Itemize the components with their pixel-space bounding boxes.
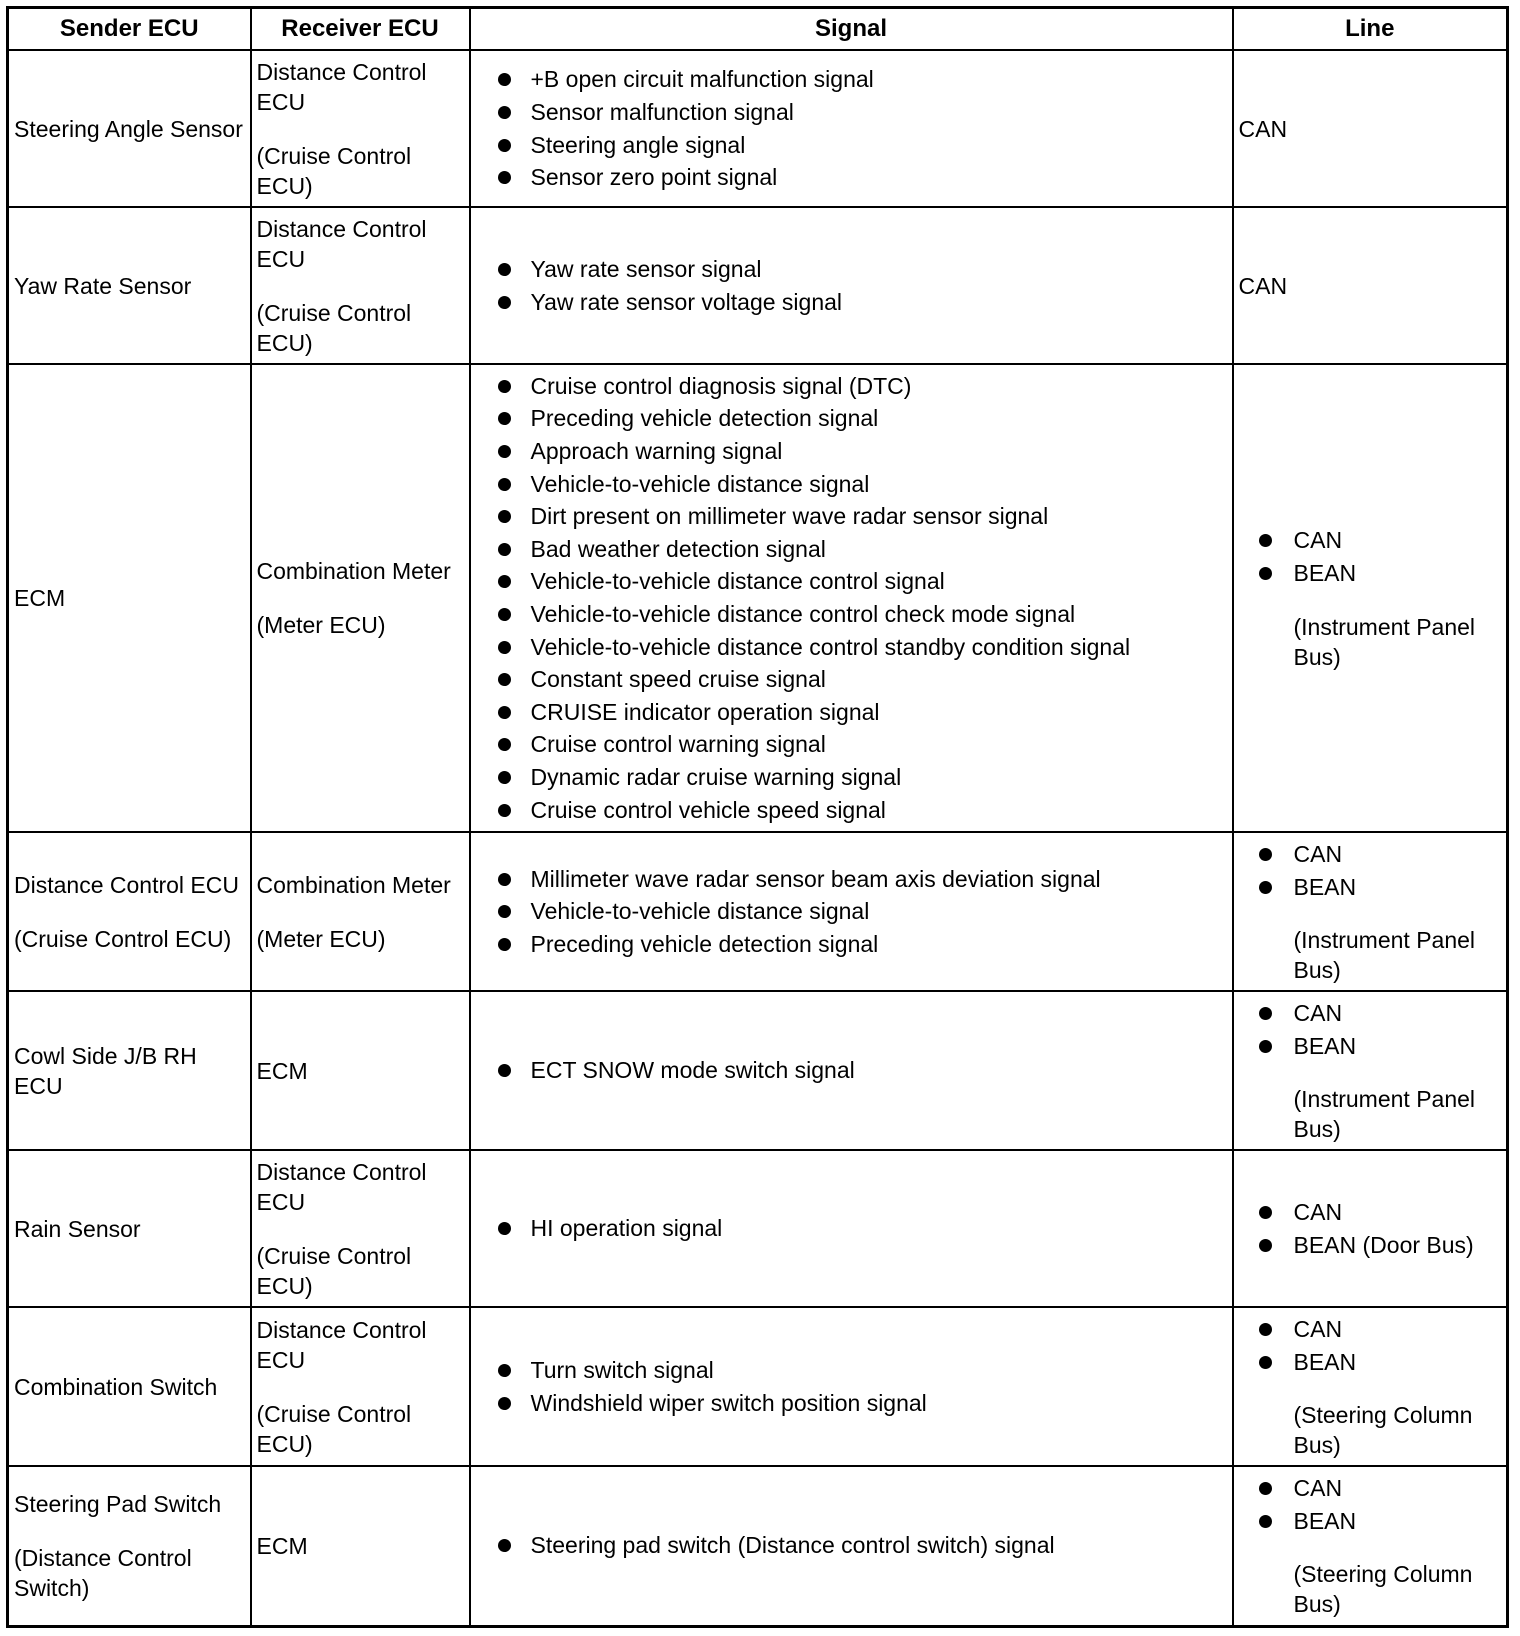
signal-item: Vehicle-to-vehicle distance control check mode signal xyxy=(498,598,1227,631)
line-item: CAN xyxy=(1259,997,1502,1030)
signal-item: +B open circuit malfunction signal xyxy=(498,63,1227,96)
signal-item: Turn switch signal xyxy=(498,1354,1227,1387)
signal-cell xyxy=(470,207,1233,364)
signal-list xyxy=(476,63,1227,193)
signal-item: Vehicle-to-vehicle distance signal xyxy=(498,468,1227,501)
line-cell xyxy=(1233,991,1508,1150)
line-item: CAN xyxy=(1259,1196,1502,1229)
receiver-cell xyxy=(251,1466,470,1626)
signal-list xyxy=(476,1354,1227,1419)
line-list xyxy=(1239,1313,1502,1378)
table-row xyxy=(8,50,1508,207)
receiver-cell xyxy=(251,207,470,364)
line-item: CAN xyxy=(1259,524,1502,557)
receiver-subtext: (Cruise Control ECU) xyxy=(256,1242,412,1299)
signal-item: Constant speed cruise signal xyxy=(498,663,1227,696)
sender-text: Combination Switch xyxy=(14,1373,218,1400)
line-cell xyxy=(1233,1150,1508,1307)
line-list xyxy=(1239,997,1502,1062)
sender-cell xyxy=(8,832,251,991)
signal-item: Dirt present on millimeter wave radar sensor signal xyxy=(498,500,1227,533)
line-text: CAN xyxy=(1238,115,1288,142)
sender-cell xyxy=(8,1466,251,1626)
signal-list xyxy=(476,1212,1227,1245)
receiver-subtext: (Cruise Control ECU) xyxy=(256,142,412,199)
signal-list xyxy=(476,1054,1227,1087)
signal-item: Dynamic radar cruise warning signal xyxy=(498,761,1227,794)
line-bus-note: (Instrument Panel Bus) xyxy=(1293,927,1476,984)
line-item: BEAN xyxy=(1259,1346,1502,1379)
line-list xyxy=(1239,1196,1502,1261)
signal-item: Yaw rate sensor signal xyxy=(498,253,1227,286)
sender-text: ECM xyxy=(14,585,66,611)
header-receiver-ecu: Receiver ECU xyxy=(251,8,470,51)
receiver-cell xyxy=(251,50,470,207)
receiver-text: Distance Control ECU xyxy=(256,1316,427,1373)
line-cell xyxy=(1233,1466,1508,1626)
signal-list xyxy=(476,370,1227,826)
receiver-cell xyxy=(251,991,470,1150)
receiver-subtext: (Cruise Control ECU) xyxy=(256,299,412,356)
signal-item: Steering pad switch (Distance control switch) signal xyxy=(498,1529,1227,1562)
signal-item: Millimeter wave radar sensor beam axis deviation signal xyxy=(498,863,1227,896)
header-sender-ecu: Sender ECU xyxy=(8,8,251,51)
receiver-cell xyxy=(251,364,470,832)
sender-text: Yaw Rate Sensor xyxy=(14,272,192,299)
line-cell xyxy=(1233,207,1508,364)
line-cell xyxy=(1233,50,1508,207)
line-list xyxy=(1239,838,1502,903)
line-item: BEAN xyxy=(1259,1030,1502,1063)
receiver-subtext: (Meter ECU) xyxy=(256,612,386,638)
line-cell xyxy=(1233,1307,1508,1466)
line-list xyxy=(1239,524,1502,589)
line-cell xyxy=(1233,364,1508,832)
line-list xyxy=(1239,1472,1502,1537)
receiver-text: ECM xyxy=(256,1532,308,1559)
line-bus-note: (Instrument Panel Bus) xyxy=(1293,1086,1476,1143)
table-row xyxy=(8,1150,1508,1307)
sender-cell xyxy=(8,991,251,1150)
line-item: BEAN (Door Bus) xyxy=(1259,1229,1502,1262)
signal-item: Vehicle-to-vehicle distance control signal xyxy=(498,565,1227,598)
line-bus-note: (Steering Column Bus) xyxy=(1293,1561,1473,1618)
signal-item: Cruise control warning signal xyxy=(498,728,1227,761)
header-line: Line xyxy=(1233,8,1508,51)
signal-cell xyxy=(470,1466,1233,1626)
table-row xyxy=(8,207,1508,364)
header-row xyxy=(8,8,1508,51)
receiver-cell xyxy=(251,832,470,991)
signal-item: Bad weather detection signal xyxy=(498,533,1227,566)
line-cell xyxy=(1233,832,1508,991)
signal-item: Cruise control diagnosis signal (DTC) xyxy=(498,370,1227,403)
signal-item: Vehicle-to-vehicle distance signal xyxy=(498,895,1227,928)
receiver-text: Distance Control ECU xyxy=(256,215,427,272)
receiver-text: Combination Meter xyxy=(256,871,451,898)
signal-list xyxy=(476,863,1227,961)
line-text: CAN xyxy=(1238,272,1288,299)
signal-cell xyxy=(470,1307,1233,1466)
line-item: CAN xyxy=(1259,1472,1502,1505)
table-row xyxy=(8,364,1508,832)
receiver-subtext: (Meter ECU) xyxy=(256,925,386,952)
signal-item: ECT SNOW mode switch signal xyxy=(498,1054,1227,1087)
line-bus-note: (Instrument Panel Bus) xyxy=(1293,613,1476,670)
receiver-text: Distance Control ECU xyxy=(256,58,427,115)
receiver-text: Distance Control ECU xyxy=(256,1158,427,1215)
table-row xyxy=(8,1466,1508,1626)
signal-item: Vehicle-to-vehicle distance control standby condition signal xyxy=(498,631,1227,664)
signal-item: Preceding vehicle detection signal xyxy=(498,928,1227,961)
sender-text: Steering Angle Sensor xyxy=(14,115,243,142)
signal-item: HI operation signal xyxy=(498,1212,1227,1245)
receiver-text: Combination Meter xyxy=(256,558,451,584)
sender-cell xyxy=(8,1150,251,1307)
sender-text: Steering Pad Switch xyxy=(14,1490,222,1517)
sender-subtext: (Cruise Control ECU) xyxy=(14,925,232,952)
table-row xyxy=(8,832,1508,991)
sender-text: Distance Control ECU xyxy=(14,871,239,898)
sender-cell xyxy=(8,50,251,207)
signal-item: Cruise control vehicle speed signal xyxy=(498,794,1227,827)
signal-item: Steering angle signal xyxy=(498,129,1227,162)
sender-cell xyxy=(8,1307,251,1466)
line-bus-note: (Steering Column Bus) xyxy=(1293,1402,1473,1459)
signal-item: Windshield wiper switch position signal xyxy=(498,1387,1227,1420)
signal-cell xyxy=(470,832,1233,991)
receiver-cell xyxy=(251,1307,470,1466)
signal-item: Yaw rate sensor voltage signal xyxy=(498,286,1227,319)
table-row xyxy=(8,1307,1508,1466)
signal-cell xyxy=(470,50,1233,207)
line-item: BEAN xyxy=(1259,1505,1502,1538)
signal-item: Approach warning signal xyxy=(498,435,1227,468)
sender-text: Rain Sensor xyxy=(14,1215,141,1242)
signal-item: Sensor zero point signal xyxy=(498,161,1227,194)
signal-item: Preceding vehicle detection signal xyxy=(498,402,1227,435)
sender-cell xyxy=(8,364,251,832)
receiver-text: ECM xyxy=(256,1057,308,1084)
receiver-cell xyxy=(251,1150,470,1307)
table-row xyxy=(8,991,1508,1150)
header-signal: Signal xyxy=(470,8,1233,51)
sender-text: Cowl Side J/B RH ECU xyxy=(14,1042,197,1099)
line-item: CAN xyxy=(1259,838,1502,871)
receiver-subtext: (Cruise Control ECU) xyxy=(256,1400,412,1457)
line-item: BEAN xyxy=(1259,557,1502,590)
line-item: CAN xyxy=(1259,1313,1502,1346)
sender-cell xyxy=(8,207,251,364)
ecu-communication-table xyxy=(6,6,1509,1628)
signal-item: Sensor malfunction signal xyxy=(498,96,1227,129)
signal-cell xyxy=(470,364,1233,832)
signal-list xyxy=(476,1529,1227,1562)
signal-cell xyxy=(470,991,1233,1150)
line-item: BEAN xyxy=(1259,871,1502,904)
signal-item: CRUISE indicator operation signal xyxy=(498,696,1227,729)
signal-list xyxy=(476,253,1227,318)
sender-subtext: (Distance Control Switch) xyxy=(14,1544,192,1601)
signal-cell xyxy=(470,1150,1233,1307)
